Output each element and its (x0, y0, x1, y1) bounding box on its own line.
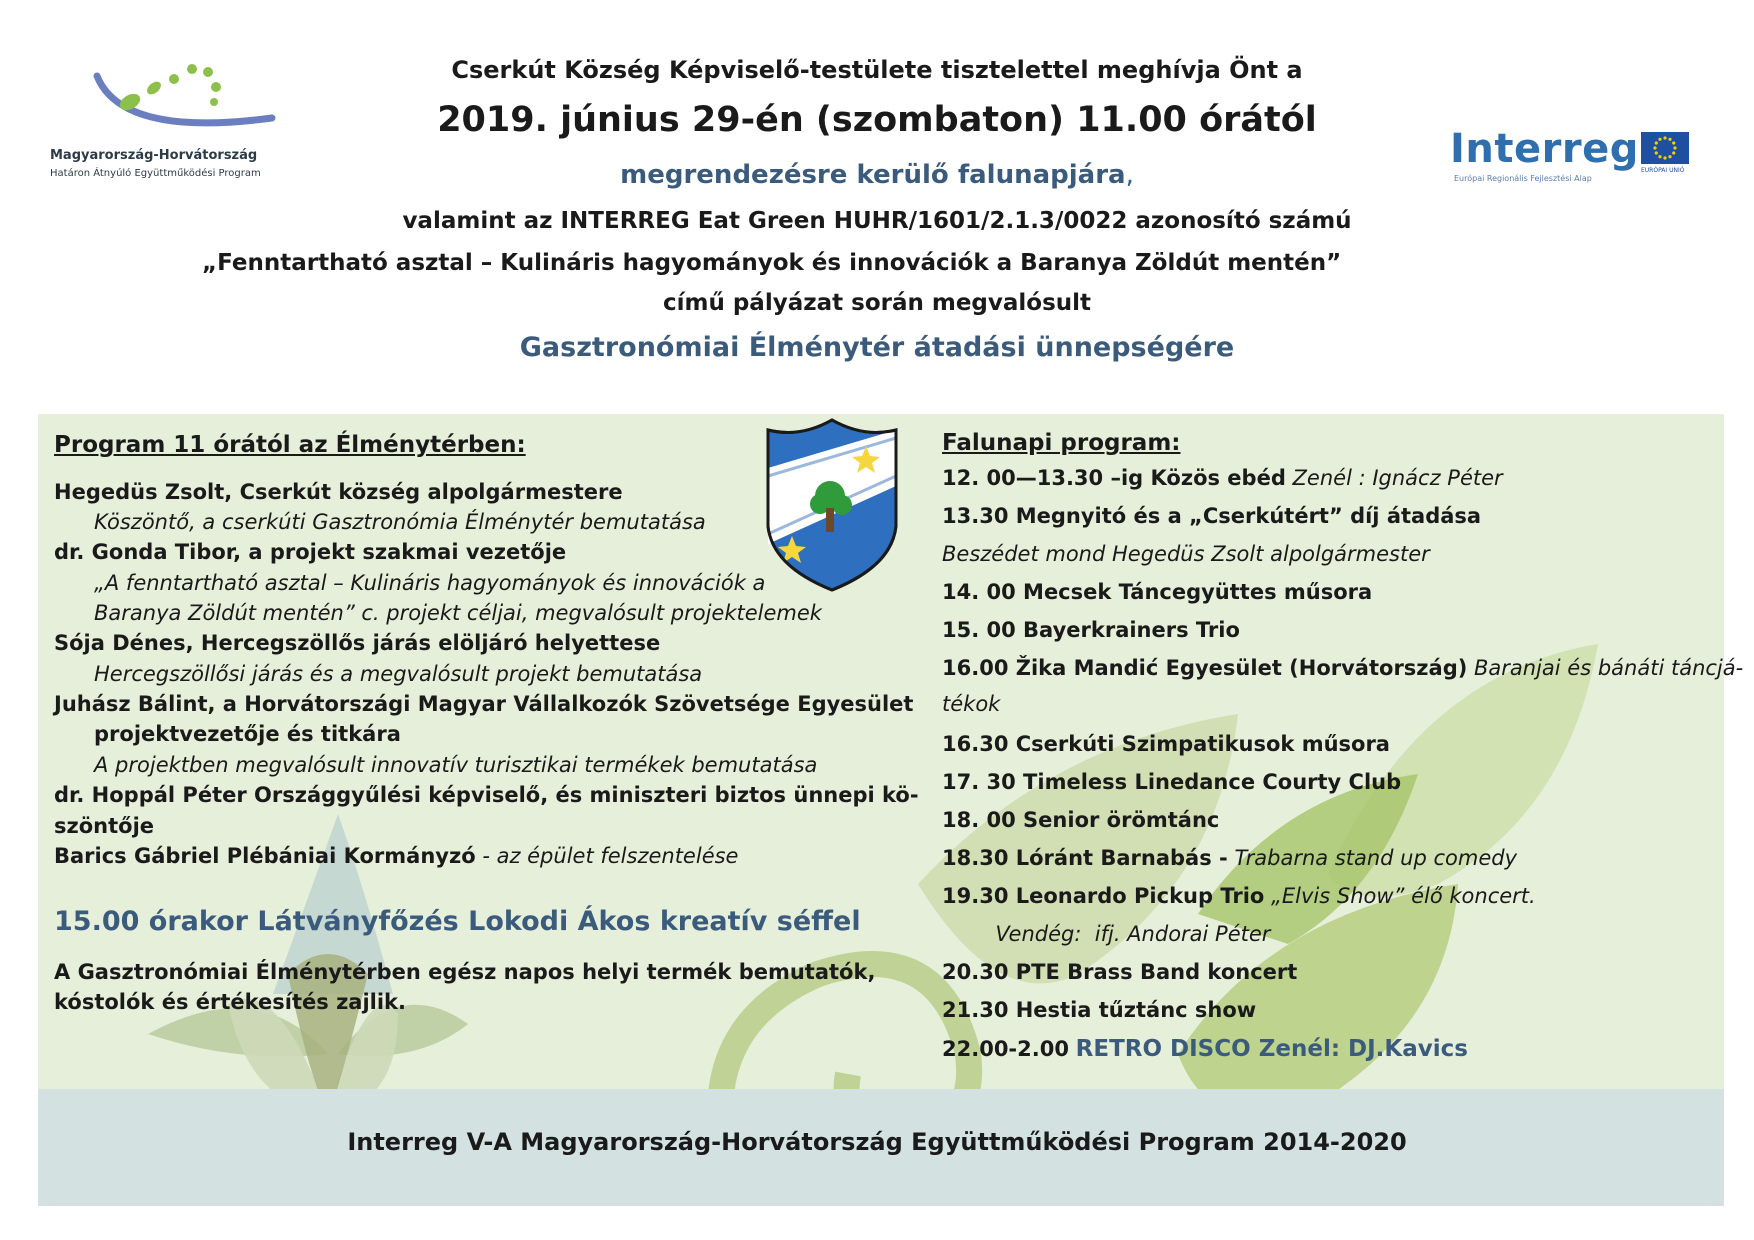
speaker-topic-line: A projektben megvalósult innovatív turisztikai termékek bemutatása (94, 753, 818, 777)
program-logo-subtitle: Határon Átnyúló Együttműködési Program (50, 168, 261, 179)
schedule-item-main: 13.30 Megnyitó és a „Cserkútért” díj átadása (942, 504, 1482, 528)
speaker-topic-line: „A fenntartható asztal – Kulináris hagyományok és innovációk a (94, 571, 766, 595)
blessing-topic: - az épület felszentelése (475, 844, 739, 868)
interreg-subtitle: Európai Regionális Fejlesztési Alap (1454, 174, 1592, 183)
right-program-title: Falunapi program: (942, 430, 1181, 456)
coat-of-arms-icon (764, 416, 900, 592)
village-day-text: megrendezésre kerülő falunapjára (620, 160, 1126, 190)
schedule-item-main: 16.30 Cserkúti Szimpatikusok műsora (942, 732, 1390, 756)
schedule-item (942, 846, 1517, 870)
schedule-item-note: „Elvis Show” élő koncert. (1264, 884, 1536, 908)
schedule-item-note: tékok (942, 692, 1001, 716)
right-program-heading (942, 430, 1181, 456)
schedule-item-note: Baranjai és bánáti táncjá- (1467, 656, 1744, 680)
schedule-item (942, 960, 1297, 984)
schedule-item (942, 732, 1390, 756)
schedule-item-main: 18.30 Lóránt Barnabás - (942, 846, 1228, 870)
coat-of-arms (764, 416, 900, 592)
cooking-show: 15.00 órakor Látványfőzés Lokodi Ákos kreatív séffel (54, 906, 861, 937)
speaker-topic-line: Köszöntő, a cserkúti Gasztronómia Élménytér bemutatása (94, 510, 706, 534)
schedule-item (942, 998, 1256, 1022)
local-products-line: A Gasztronómiai Élménytérben egész napos helyi termék bemutatók, (54, 960, 876, 984)
schedule-item (942, 618, 1240, 642)
schedule-item-main: 12. 00—13.30 –ig Közös ebéd (942, 466, 1286, 490)
speaker-line: dr. Hoppál Péter Országgyűlési képviselő, és miniszteri biztos ünnepi kö- (54, 783, 919, 807)
village-day-line (0, 160, 1754, 190)
schedule-item (942, 808, 1219, 832)
local-products-line: kóstolók és értékesítés zajlik. (54, 990, 406, 1014)
footer-program-name: Interreg V-A Magyarország-Horvátország Együttműködési Program 2014-2020 (347, 1128, 1407, 1156)
schedule-item-note: Zenél : Ignácz Péter (1285, 466, 1503, 490)
schedule-item (942, 580, 1372, 604)
speaker-line: szöntője (54, 814, 155, 838)
schedule-item-main: 15. 00 Bayerkrainers Trio (942, 618, 1240, 642)
project-id-line: valamint az INTERREG Eat Green HUHR/1601/2.1.3/0022 azonosító számú (402, 208, 1352, 234)
schedule-item-main: 21.30 Hestia tűztánc show (942, 998, 1257, 1022)
speaker-topic-line: Baranya Zöldút mentén” c. projekt céljai, megvalósult projektelemek (94, 601, 822, 625)
schedule-item-main: 20.30 PTE Brass Band koncert (942, 960, 1298, 984)
event-date: 2019. június 29-én (szombaton) 11.00 órától (437, 100, 1317, 140)
schedule-item (942, 656, 1743, 680)
project-realized-line: című pályázat során megvalósult (662, 290, 1092, 316)
left-program-title: Program 11 órától az Élménytérben: (54, 432, 526, 458)
speaker-line: projektvezetője és titkára (94, 722, 401, 746)
ceremony-line: Gasztronómiai Élménytér átadási ünnepségére (519, 332, 1235, 363)
speaker-topic-line: Hercegszöllősi járás és a megvalósult projekt bemutatása (94, 662, 703, 686)
schedule-item-main: 14. 00 Mecsek Táncegyüttes műsora (942, 580, 1373, 604)
blessing-line (54, 844, 738, 868)
schedule-item (942, 884, 1536, 908)
invitation-line: Cserkút Község Képviselő-testülete tisztelettel meghívja Önt a (451, 56, 1303, 84)
schedule-item (942, 922, 1270, 946)
schedule-item-main: 18. 00 Senior örömtánc (942, 808, 1220, 832)
schedule-item (942, 692, 1000, 716)
eu-label: EURÓPAI UNIÓ (1641, 167, 1685, 174)
program-logo-title: Magyarország-Horvátország (50, 148, 258, 163)
schedule-item-note: Beszédet mond Hegedüs Zsolt alpolgármester (942, 542, 1430, 566)
schedule-item-main: 19.30 Leonardo Pickup Trio (942, 884, 1265, 908)
disco-text: RETRO DISCO Zenél: DJ.Kavics (1075, 1036, 1468, 1062)
schedule-item (942, 770, 1401, 794)
interreg-wordmark: Interreg (1450, 126, 1639, 172)
schedule-item-main: 16.00 Žika Mandić Egyesület (Horvátország) (942, 656, 1468, 680)
schedule-item (942, 466, 1503, 490)
schedule-item-note: Trabarna stand up comedy (1227, 846, 1518, 870)
left-program-heading (54, 432, 526, 458)
project-title: „Fenntartható asztal – Kulináris hagyományok és innovációk a Baranya Zöldút mentén” (202, 250, 1342, 276)
disco-time: 22.00-2.00 (942, 1037, 1069, 1061)
village-day-comma: , (1125, 160, 1134, 190)
schedule-item (942, 504, 1481, 528)
disco-item (942, 1036, 1468, 1062)
schedule-item (942, 542, 1430, 566)
blessing-speaker: Barics Gábriel Plébániai Kormányzó (54, 844, 476, 868)
schedule-item-main: 17. 30 Timeless Linedance Courty Club (942, 770, 1402, 794)
speaker-line: Hegedüs Zsolt, Cserkút község alpolgármestere (54, 480, 623, 504)
speaker-line: dr. Gonda Tibor, a projekt szakmai vezetője (54, 540, 567, 564)
speaker-line: Sója Dénes, Hercegszöllős járás elöljáró helyettese (54, 631, 661, 655)
speaker-line: Juhász Bálint, a Horvátországi Magyar Vállalkozók Szövetsége Egyesület (54, 692, 914, 716)
schedule-item-note: Vendég: ifj. Andorai Péter (942, 922, 1271, 946)
